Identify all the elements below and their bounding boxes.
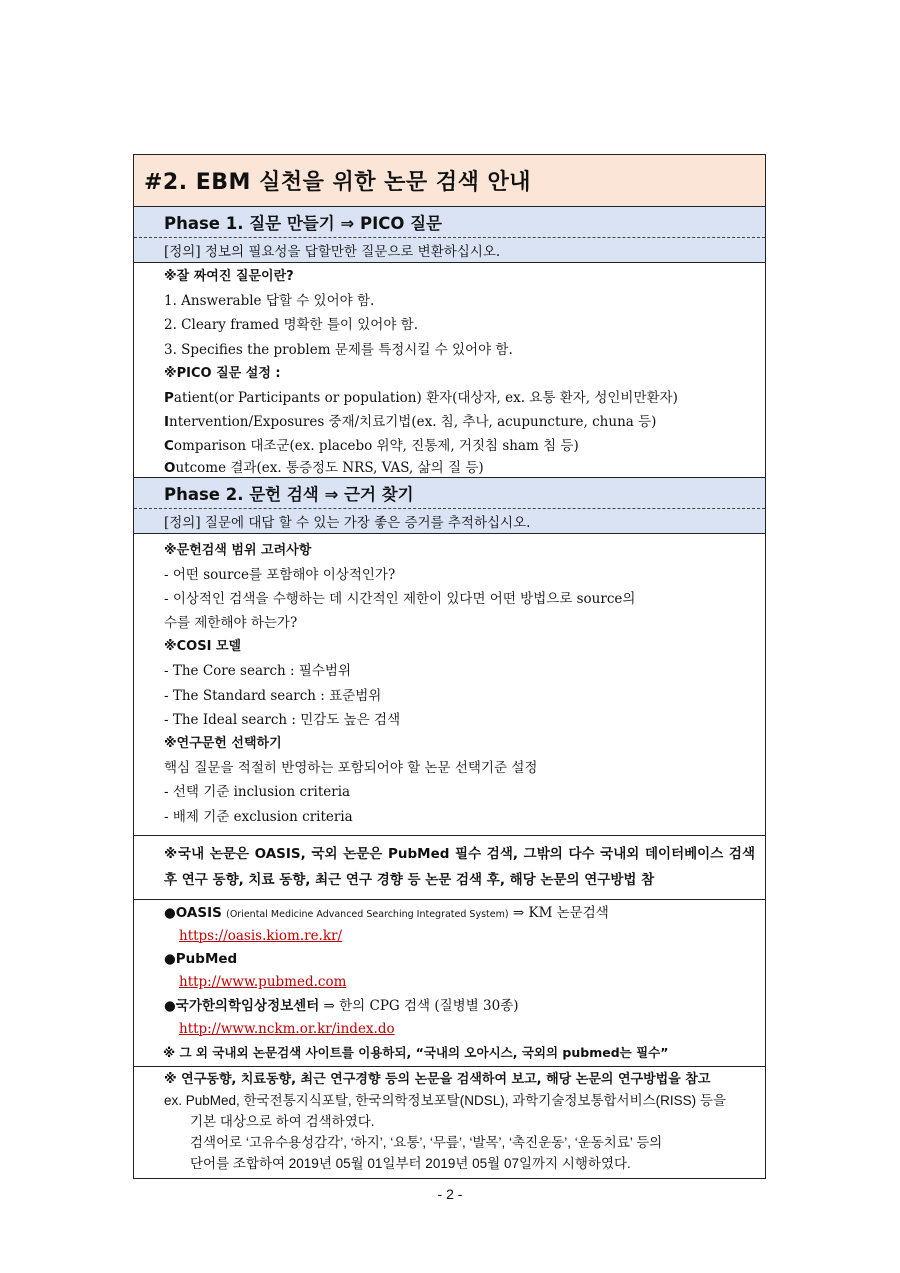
phase2-definition: [정의] 질문에 대답 할 수 있는 가장 좋은 증거를 추적하십시오. [134, 509, 765, 534]
search-method-line-3: 검색어로 ‘고유수용성감각’, ‘하지’, ‘요통’, ‘무릎’, ‘발목’, ‘촉진운동’, ‘운동치료’ 등의 [190, 1135, 663, 1151]
pico-intervention: Intervention/Exposures 중재/치료기법(ex. 침, 추나, acupuncture, chuna 등) [164, 414, 657, 431]
pubmed-name: ●PubMed [164, 951, 238, 968]
oasis-full-name: (Oriental Medicine Advanced Searching Integrated System) [226, 908, 509, 920]
scope-heading: ※문헌검색 범위 고려사항 [164, 542, 312, 558]
pico-heading: ※PICO 질문 설정 : [164, 365, 281, 381]
oasis-suffix: ⇒ KM 논문검색 [512, 904, 609, 921]
well-question-item-1: 1. Answerable 답할 수 있어야 함. [164, 293, 375, 310]
well-question-heading: ※잘 짜여진 질문이란? [164, 269, 294, 284]
scope-line-2: - 이상적인 검색을 수행하는 데 시간적인 제한이 있다면 어떤 방법으로 source의 [164, 590, 636, 607]
cosi-line-1: - The Core search : 필수범위 [164, 663, 351, 680]
nckm-entry [164, 995, 755, 1018]
cosi-line-3: - The Ideal search : 민감도 높은 검색 [164, 711, 401, 728]
scope-line-1: - 어떤 source를 포함해야 이상적인가? [164, 566, 396, 583]
database-list [134, 900, 765, 1067]
search-method-line-2: 기본 대상으로 하여 검색하였다. [190, 1114, 375, 1130]
cosi-heading: ※COSI 모델 [164, 639, 242, 655]
phase2-content [134, 534, 765, 836]
select-heading: ※연구문헌 선택하기 [164, 736, 282, 751]
nckm-link[interactable]: http://www.nckm.or.kr/index.do [179, 1020, 395, 1037]
pico-patient: Patient(or Participants or population) 환자(대상자, ex. 요통 환자, 성인비만환자) [164, 389, 678, 406]
pubmed-link[interactable]: http://www.pubmed.com [179, 974, 347, 991]
phase2-heading: Phase 2. 문헌 검색 ⇒ 근거 찾기 [134, 478, 765, 509]
pico-letter: C [164, 438, 174, 455]
nckm-suffix: ⇒ 한의 CPG 검색 (질병별 30종) [323, 997, 519, 1014]
well-question-item-2: 2. Cleary framed 명확한 틀이 있어야 함. [164, 317, 418, 334]
pico-outcome: Outcome 결과(ex. 통증정도 NRS, VAS, 삶의 질 등) [164, 459, 484, 476]
scope-line-3: 수를 제한해야 하는가? [164, 615, 298, 632]
select-line-2: - 선택 기준 inclusion criteria [164, 784, 351, 801]
search-method-line-4: 단어를 조합하여 2019년 05월 01일부터 2019년 05월 07일까지 시행하였다. [190, 1156, 631, 1172]
phase1-content [134, 263, 765, 478]
search-method [134, 1067, 765, 1178]
search-note: ※국내 논문은 OASIS, 국외 논문은 PubMed 필수 검색, 그밖의 다수 국내외 데이터베이스 검색 후 연구 동향, 치료 동향, 최근 연구 경향 등 논문 검색 후, 해당 논문의 연구방법 참 [134, 836, 765, 900]
oasis-entry [164, 902, 755, 925]
page-number: - 2 - [437, 1186, 463, 1202]
oasis-name: ●OASIS [164, 904, 222, 921]
select-line-1: 핵심 질문을 적절히 반영하는 포함되어야 할 논문 선택기준 설정 [164, 760, 538, 777]
document-title: #2. EBM 실천을 위한 논문 검색 안내 [134, 155, 765, 207]
pico-letter: O [164, 459, 176, 476]
search-method-heading: ※ 연구동향, 치료동향, 최근 연구경향 등의 논문을 검색하여 보고, 해당 논문의 연구방법을 참고 [164, 1072, 711, 1088]
oasis-link[interactable]: https://oasis.kiom.re.kr/ [179, 927, 343, 944]
select-line-3: - 배제 기준 exclusion criteria [164, 808, 353, 825]
nckm-name: ●국가한의학임상정보센터 [164, 997, 320, 1014]
pico-comparison: Comparison 대조군(ex. placebo 위약, 진통제, 거짓침 sham 침 등) [164, 438, 579, 455]
pico-letter: I [164, 414, 170, 431]
other-sites-note: ※ 그 외 국내외 논문검색 사이트를 이용하되, “국내의 오아시스, 국외의 pubmed는 필수” [163, 1044, 669, 1060]
search-method-line-1: ex. PubMed, 한국전통지식포탈, 한국의학정보포탈(NDSL), 과학기술정보통합서비스(RISS) 등을 [164, 1093, 726, 1109]
phase1-definition: [정의] 정보의 필요성을 답할만한 질문으로 변환하십시오. [134, 238, 765, 263]
phase1-heading: Phase 1. 질문 만들기 ⇒ PICO 질문 [134, 207, 765, 238]
guide-table [133, 154, 766, 1179]
well-question-item-3: 3. Specifies the problem 문제를 특정시킬 수 있어야 함. [164, 341, 513, 358]
pico-letter: P [164, 389, 174, 406]
cosi-line-2: - The Standard search : 표준범위 [164, 687, 382, 704]
